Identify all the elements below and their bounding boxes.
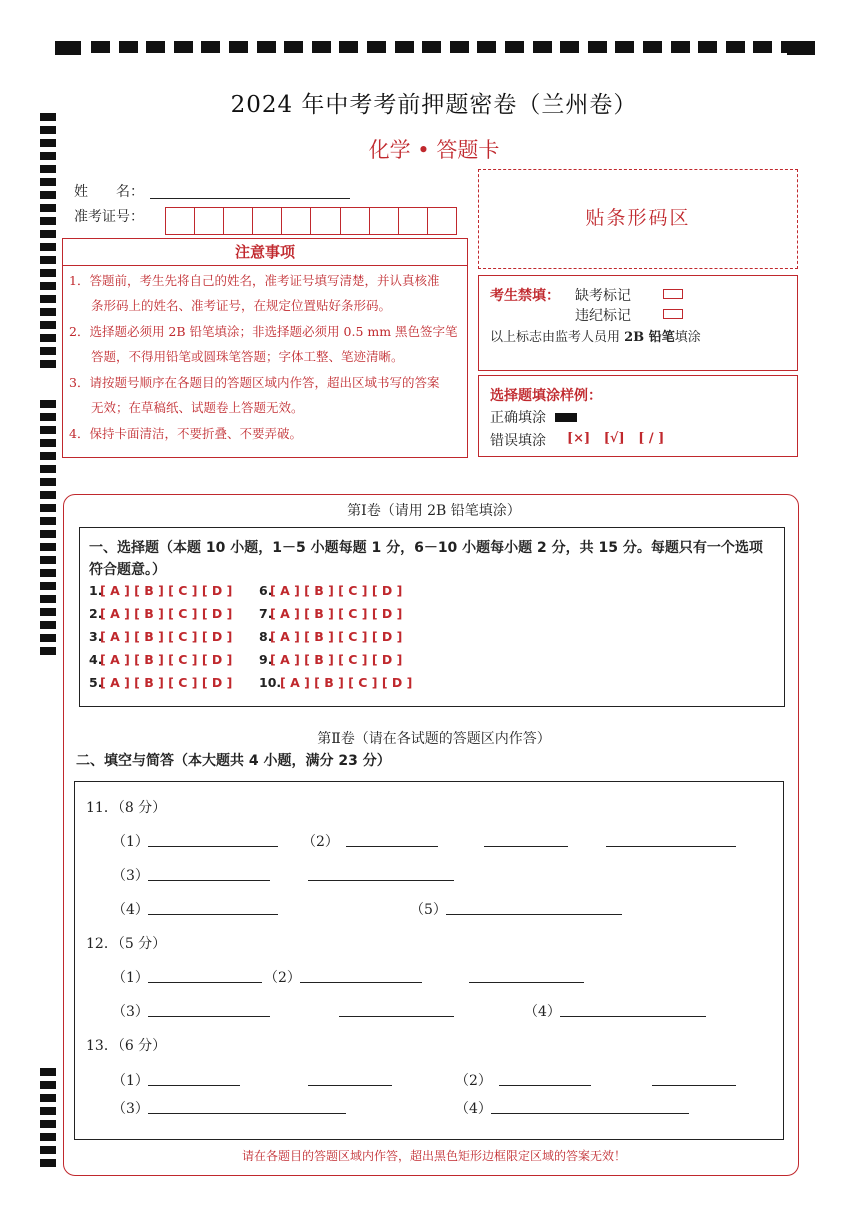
examiner-only-box [478, 275, 798, 371]
choice-options[interactable]: [ A ] [ B ] [ C ] [ D ] [270, 629, 403, 644]
q12-answer-3a[interactable] [148, 1016, 270, 1017]
q11-answer-3a[interactable] [148, 880, 270, 881]
q11-answer-2b[interactable] [484, 846, 568, 847]
wrong-marks: [×] [√] [ / ] [567, 431, 665, 446]
choice-number: 4. [89, 652, 103, 667]
q13-sub1: （1） [112, 1073, 149, 1089]
q13-label: 13．（6 分） [86, 1038, 167, 1054]
name-label: 姓 名： [74, 184, 144, 200]
q12-sub4: （4） [524, 1004, 561, 1020]
q12-answer-4[interactable] [560, 1016, 706, 1017]
q11-sub5: （5） [410, 902, 447, 918]
violation-mark-box[interactable] [663, 309, 683, 319]
barcode-area: 贴条形码区 [478, 169, 798, 269]
q12-answer-3b[interactable] [339, 1016, 454, 1017]
notice-item: 条形码上的姓名、准考证号，在规定位置贴好条形码。 [91, 298, 392, 313]
notice-item: 2．选择题必须用 2B 铅笔填涂；非选择题必须用 0.5 mm 黑色签字笔 [69, 324, 458, 339]
q12-answer-1[interactable] [148, 982, 262, 983]
notice-item: 1．答题前，考生先将自己的姓名，准考证号填写清楚，并认真核准 [69, 273, 440, 288]
q12-label: 12．（5 分） [86, 936, 167, 952]
q12-sub1: （1） [112, 970, 149, 986]
notice-item: 3．请按题号顺序在各题目的答题区域内作答，超出区域书写的答案 [69, 375, 440, 390]
notice-title: 注意事项 [63, 239, 467, 266]
footer-warning: 请在各题目的答题区域内作答，超出黑色矩形边框限定区域的答案无效！ [241, 1149, 626, 1163]
choice-number: 1. [89, 583, 103, 598]
choice-number: 10. [259, 675, 282, 690]
q11-answer-5[interactable] [446, 914, 622, 915]
choice-options[interactable]: [ A ] [ B ] [ C ] [ D ] [100, 629, 233, 644]
page-subtitle: 化学 • 答题卡 [368, 138, 500, 162]
q11-answer-2c[interactable] [606, 846, 736, 847]
choice-number: 2. [89, 606, 103, 621]
q13-answer-2b[interactable] [652, 1085, 736, 1086]
q12-answer-2a[interactable] [300, 982, 422, 983]
q13-answer-2a[interactable] [499, 1085, 591, 1086]
notice-item: 无效；在草稿纸、试题卷上答题无效。 [91, 400, 304, 415]
q11-label: 11．（8 分） [86, 800, 167, 816]
q11-sub3: （3） [112, 868, 149, 884]
part2-title: 第Ⅱ卷（请在各试题的答题区内作答） [317, 731, 551, 747]
q12-sub3: （3） [112, 1004, 149, 1020]
choice-section-title-cont: 符合题意。） [89, 562, 166, 578]
q13-sub3: （3） [112, 1101, 149, 1117]
notice-item: 答题，不得用铅笔或圆珠笔答题；字体工整、笔迹清晰。 [91, 349, 404, 364]
correct-fill-label: 正确填涂 [490, 410, 546, 426]
q13-answer-1b[interactable] [308, 1085, 392, 1086]
choice-section-title: 一、选择题（本题 10 小题，1－5 小题每题 1 分，6－10 小题每小题 2 分，共 15 分。每题只有一个选项 [89, 540, 763, 556]
choice-options[interactable]: [ A ] [ B ] [ C ] [ D ] [270, 606, 403, 621]
notice-item: 4．保持卡面清洁，不要折叠、不要弄破。 [69, 426, 302, 441]
part1-title: 第Ⅰ卷（请用 2B 铅笔填涂） [347, 503, 521, 519]
forbid-label: 考生禁填： [490, 288, 560, 304]
choice-options[interactable]: [ A ] [ B ] [ C ] [ D ] [100, 675, 233, 690]
name-field[interactable] [150, 198, 350, 199]
q11-answer-3b[interactable] [308, 880, 454, 881]
q12-answer-2b[interactable] [469, 982, 584, 983]
fill-section-title: 二、填空与简答（本大题共 4 小题，满分 23 分） [76, 753, 391, 769]
q13-sub4: （4） [455, 1101, 492, 1117]
q11-answer-2a[interactable] [346, 846, 438, 847]
choice-options[interactable]: [ A ] [ B ] [ C ] [ D ] [280, 675, 413, 690]
q13-sub2: （2） [455, 1073, 492, 1089]
choice-number: 3. [89, 629, 103, 644]
choice-number: 5. [89, 675, 103, 690]
fill-question-box [74, 781, 784, 1140]
q11-answer-4[interactable] [148, 914, 278, 915]
id-label: 准考证号： [74, 209, 144, 225]
absent-mark-label: 缺考标记 [575, 288, 631, 304]
wrong-fill-label: 错误填涂 [490, 433, 546, 449]
choice-options[interactable]: [ A ] [ B ] [ C ] [ D ] [270, 583, 403, 598]
absent-mark-box[interactable] [663, 289, 683, 299]
q11-sub1: （1） [112, 834, 149, 850]
q13-answer-1a[interactable] [148, 1085, 240, 1086]
page-title: 2024 年中考考前押题密卷（兰州卷） [230, 92, 638, 118]
notice-box [62, 238, 468, 458]
choice-options[interactable]: [ A ] [ B ] [ C ] [ D ] [100, 583, 233, 598]
choice-options[interactable]: [ A ] [ B ] [ C ] [ D ] [100, 606, 233, 621]
choice-number: 7. [259, 606, 273, 621]
fill-sample-box [478, 375, 798, 457]
choice-number: 9. [259, 652, 273, 667]
q11-answer-1[interactable] [148, 846, 278, 847]
choice-number: 6. [259, 583, 273, 598]
q12-sub2: （2） [264, 970, 301, 986]
choice-number: 8. [259, 629, 273, 644]
forbid-note: 以上标志由监考人员用 2B 铅笔填涂 [490, 330, 701, 345]
q11-sub4: （4） [112, 902, 149, 918]
q13-answer-3[interactable] [148, 1113, 346, 1114]
exam-id-boxes[interactable] [165, 207, 457, 235]
top-timing-marks [55, 41, 815, 55]
sample-title: 选择题填涂样例： [490, 388, 602, 404]
choice-options[interactable]: [ A ] [ B ] [ C ] [ D ] [100, 652, 233, 667]
filled-mark-icon [555, 413, 577, 422]
q13-answer-4[interactable] [491, 1113, 689, 1114]
choice-options[interactable]: [ A ] [ B ] [ C ] [ D ] [270, 652, 403, 667]
q11-sub2: （2） [302, 834, 339, 850]
violation-mark-label: 违纪标记 [575, 308, 631, 324]
